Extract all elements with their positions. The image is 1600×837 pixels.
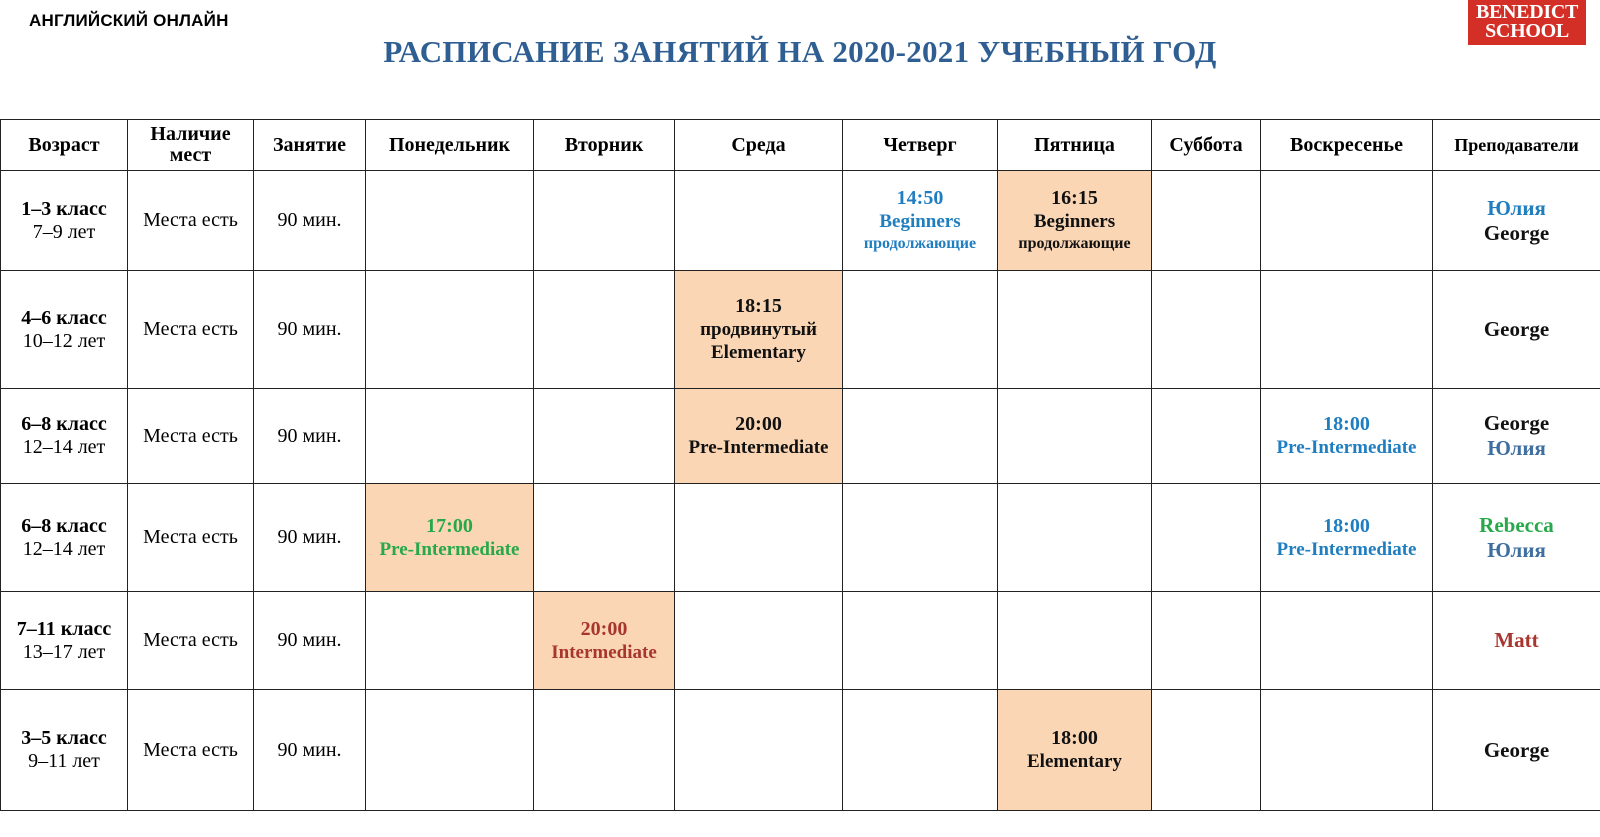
age-cell [1,484,128,592]
slot-level: Pre-Intermediate [379,538,520,560]
friday-cell [998,484,1152,592]
availability-cell: Места есть [128,690,254,811]
class-slot [1261,413,1432,459]
class-slot [998,727,1151,773]
slot-level: Pre-Intermediate [688,437,829,458]
col-header-friday: Пятница [998,120,1152,171]
duration-cell: 90 мин. [254,389,366,484]
saturday-cell [1152,271,1261,389]
slot-time: 20:00 [580,617,628,640]
table-row [1,690,1600,811]
friday-cell [998,389,1152,484]
years-label: 13–17 лет [22,640,106,663]
teachers-list [1433,628,1600,653]
grade-label: 4–6 класс [21,306,107,329]
duration-cell: 90 мин. [254,592,366,690]
teacher-name: Юлия [1487,436,1546,460]
saturday-cell [1152,171,1261,271]
slot-time: 14:50 [896,187,944,209]
tuesday-cell [534,171,675,271]
friday-cell [998,690,1152,811]
tuesday-cell [534,271,675,389]
teachers-cell [1433,271,1600,389]
slot-extra: Elementary [711,342,806,363]
grade-label: 7–11 класс [16,617,112,640]
slot-extra: продолжающие [1018,235,1131,252]
monday-cell [366,171,534,271]
age-cell [1,592,128,690]
teacher-name: George [1483,317,1550,341]
col-header-teachers: Преподаватели [1433,120,1600,171]
availability-cell: Места есть [128,171,254,271]
class-slot [675,413,842,459]
age-cell [1,271,128,389]
monday-cell [366,484,534,592]
teachers-list [1433,196,1600,246]
col-header-sunday: Воскресенье [1261,120,1433,171]
slot-time: 18:00 [1323,413,1370,435]
header-row [1,120,1600,171]
teachers-cell [1433,171,1600,271]
logo-line-2: SCHOOL [1485,20,1569,42]
page-subtitle: АНГЛИЙСКИЙ ОНЛАЙН [29,11,229,30]
teachers-list [1433,738,1600,763]
teacher-name: George [1483,737,1550,762]
col-header-thursday: Четверг [843,120,998,171]
slot-level: Beginners [1033,211,1116,232]
duration-cell: 90 мин. [254,484,366,592]
tuesday-cell [534,690,675,811]
teachers-cell [1433,592,1600,690]
availability-cell: Места есть [128,592,254,690]
availability-cell: Места есть [128,389,254,484]
wednesday-cell [675,171,843,271]
duration-cell: 90 мин. [254,271,366,389]
table-row [1,171,1600,271]
age-cell [1,389,128,484]
slot-time: 17:00 [426,514,473,537]
slot-time: 20:00 [735,413,782,435]
class-slot [1261,515,1432,561]
class-slot [534,618,674,664]
teacher-name: Rebecca [1479,512,1554,537]
slot-level: Intermediate [551,641,657,663]
col-header-availability: Наличие мест [128,120,254,171]
availability-cell: Места есть [128,271,254,389]
page-title: РАСПИСАНИЕ ЗАНЯТИЙ НА 2020-2021 УЧЕБНЫЙ ГОД [383,34,1217,69]
thursday-cell [843,271,998,389]
thursday-cell [843,592,998,690]
teacher-name: Юлия [1487,537,1546,562]
monday-cell [366,271,534,389]
col-header-monday: Понедельник [366,120,534,171]
wednesday-cell [675,389,843,484]
class-slot [843,187,997,254]
teacher-name: Matt [1494,628,1539,652]
slot-time: 18:00 [1051,727,1098,749]
class-slot [998,187,1151,254]
years-label: 7–9 лет [32,220,96,243]
slot-time: 18:15 [735,295,782,317]
sunday-cell [1261,484,1433,592]
table-row [1,592,1600,690]
duration-cell: 90 мин. [254,690,366,811]
slot-time: 16:15 [1051,187,1098,209]
class-slot [366,515,533,561]
tuesday-cell [534,484,675,592]
class-slot [675,295,842,364]
saturday-cell [1152,592,1261,690]
slot-level: Pre-Intermediate [1276,437,1417,458]
grade-label: 1–3 класс [21,197,107,220]
sunday-cell [1261,389,1433,484]
years-label: 9–11 лет [28,750,100,772]
teachers-list [1433,411,1600,461]
slot-level: Elementary [1027,751,1122,772]
sunday-cell [1261,171,1433,271]
saturday-cell [1152,690,1261,811]
slot-level: Beginners [879,211,961,232]
grade-label: 6–8 класс [21,413,107,435]
sunday-cell [1261,690,1433,811]
tuesday-cell [534,592,675,690]
teacher-name: George [1483,411,1550,435]
wednesday-cell [675,592,843,690]
teachers-list [1433,513,1600,563]
monday-cell [366,389,534,484]
monday-cell [366,690,534,811]
col-header-wednesday: Среда [675,120,843,171]
friday-cell [998,171,1152,271]
friday-cell [998,592,1152,690]
table-row [1,389,1600,484]
tuesday-cell [534,389,675,484]
slot-level: Pre-Intermediate [1276,538,1417,560]
years-label: 10–12 лет [22,329,106,352]
friday-cell [998,271,1152,389]
years-label: 12–14 лет [22,436,106,458]
teachers-cell [1433,484,1600,592]
thursday-cell [843,171,998,271]
age-cell [1,690,128,811]
table-row [1,484,1600,592]
schedule-table [0,119,1600,811]
table-row [1,271,1600,389]
col-header-lesson: Занятие [254,120,366,171]
saturday-cell [1152,389,1261,484]
teacher-name: Юлия [1487,195,1546,220]
thursday-cell [843,389,998,484]
grade-label: 3–5 класс [21,727,107,749]
grade-label: 6–8 класс [21,514,107,537]
col-header-tuesday: Вторник [534,120,675,171]
col-header-saturday: Суббота [1152,120,1261,171]
slot-extra: продолжающие [863,235,977,252]
slot-level: продвинутый [700,319,817,340]
logo-line-1: BENEDICT [1475,1,1579,23]
thursday-cell [843,484,998,592]
col-header-age: Возраст [1,120,128,171]
thursday-cell [843,690,998,811]
availability-cell: Места есть [128,484,254,592]
sunday-cell [1261,271,1433,389]
wednesday-cell [675,271,843,389]
monday-cell [366,592,534,690]
wednesday-cell [675,690,843,811]
slot-time: 18:00 [1323,514,1370,537]
duration-cell: 90 мин. [254,171,366,271]
sunday-cell [1261,592,1433,690]
age-cell [1,171,128,271]
teachers-cell [1433,690,1600,811]
teachers-list [1433,317,1600,342]
wednesday-cell [675,484,843,592]
teachers-cell [1433,389,1600,484]
teacher-name: George [1483,220,1550,245]
saturday-cell [1152,484,1261,592]
years-label: 12–14 лет [22,537,106,560]
